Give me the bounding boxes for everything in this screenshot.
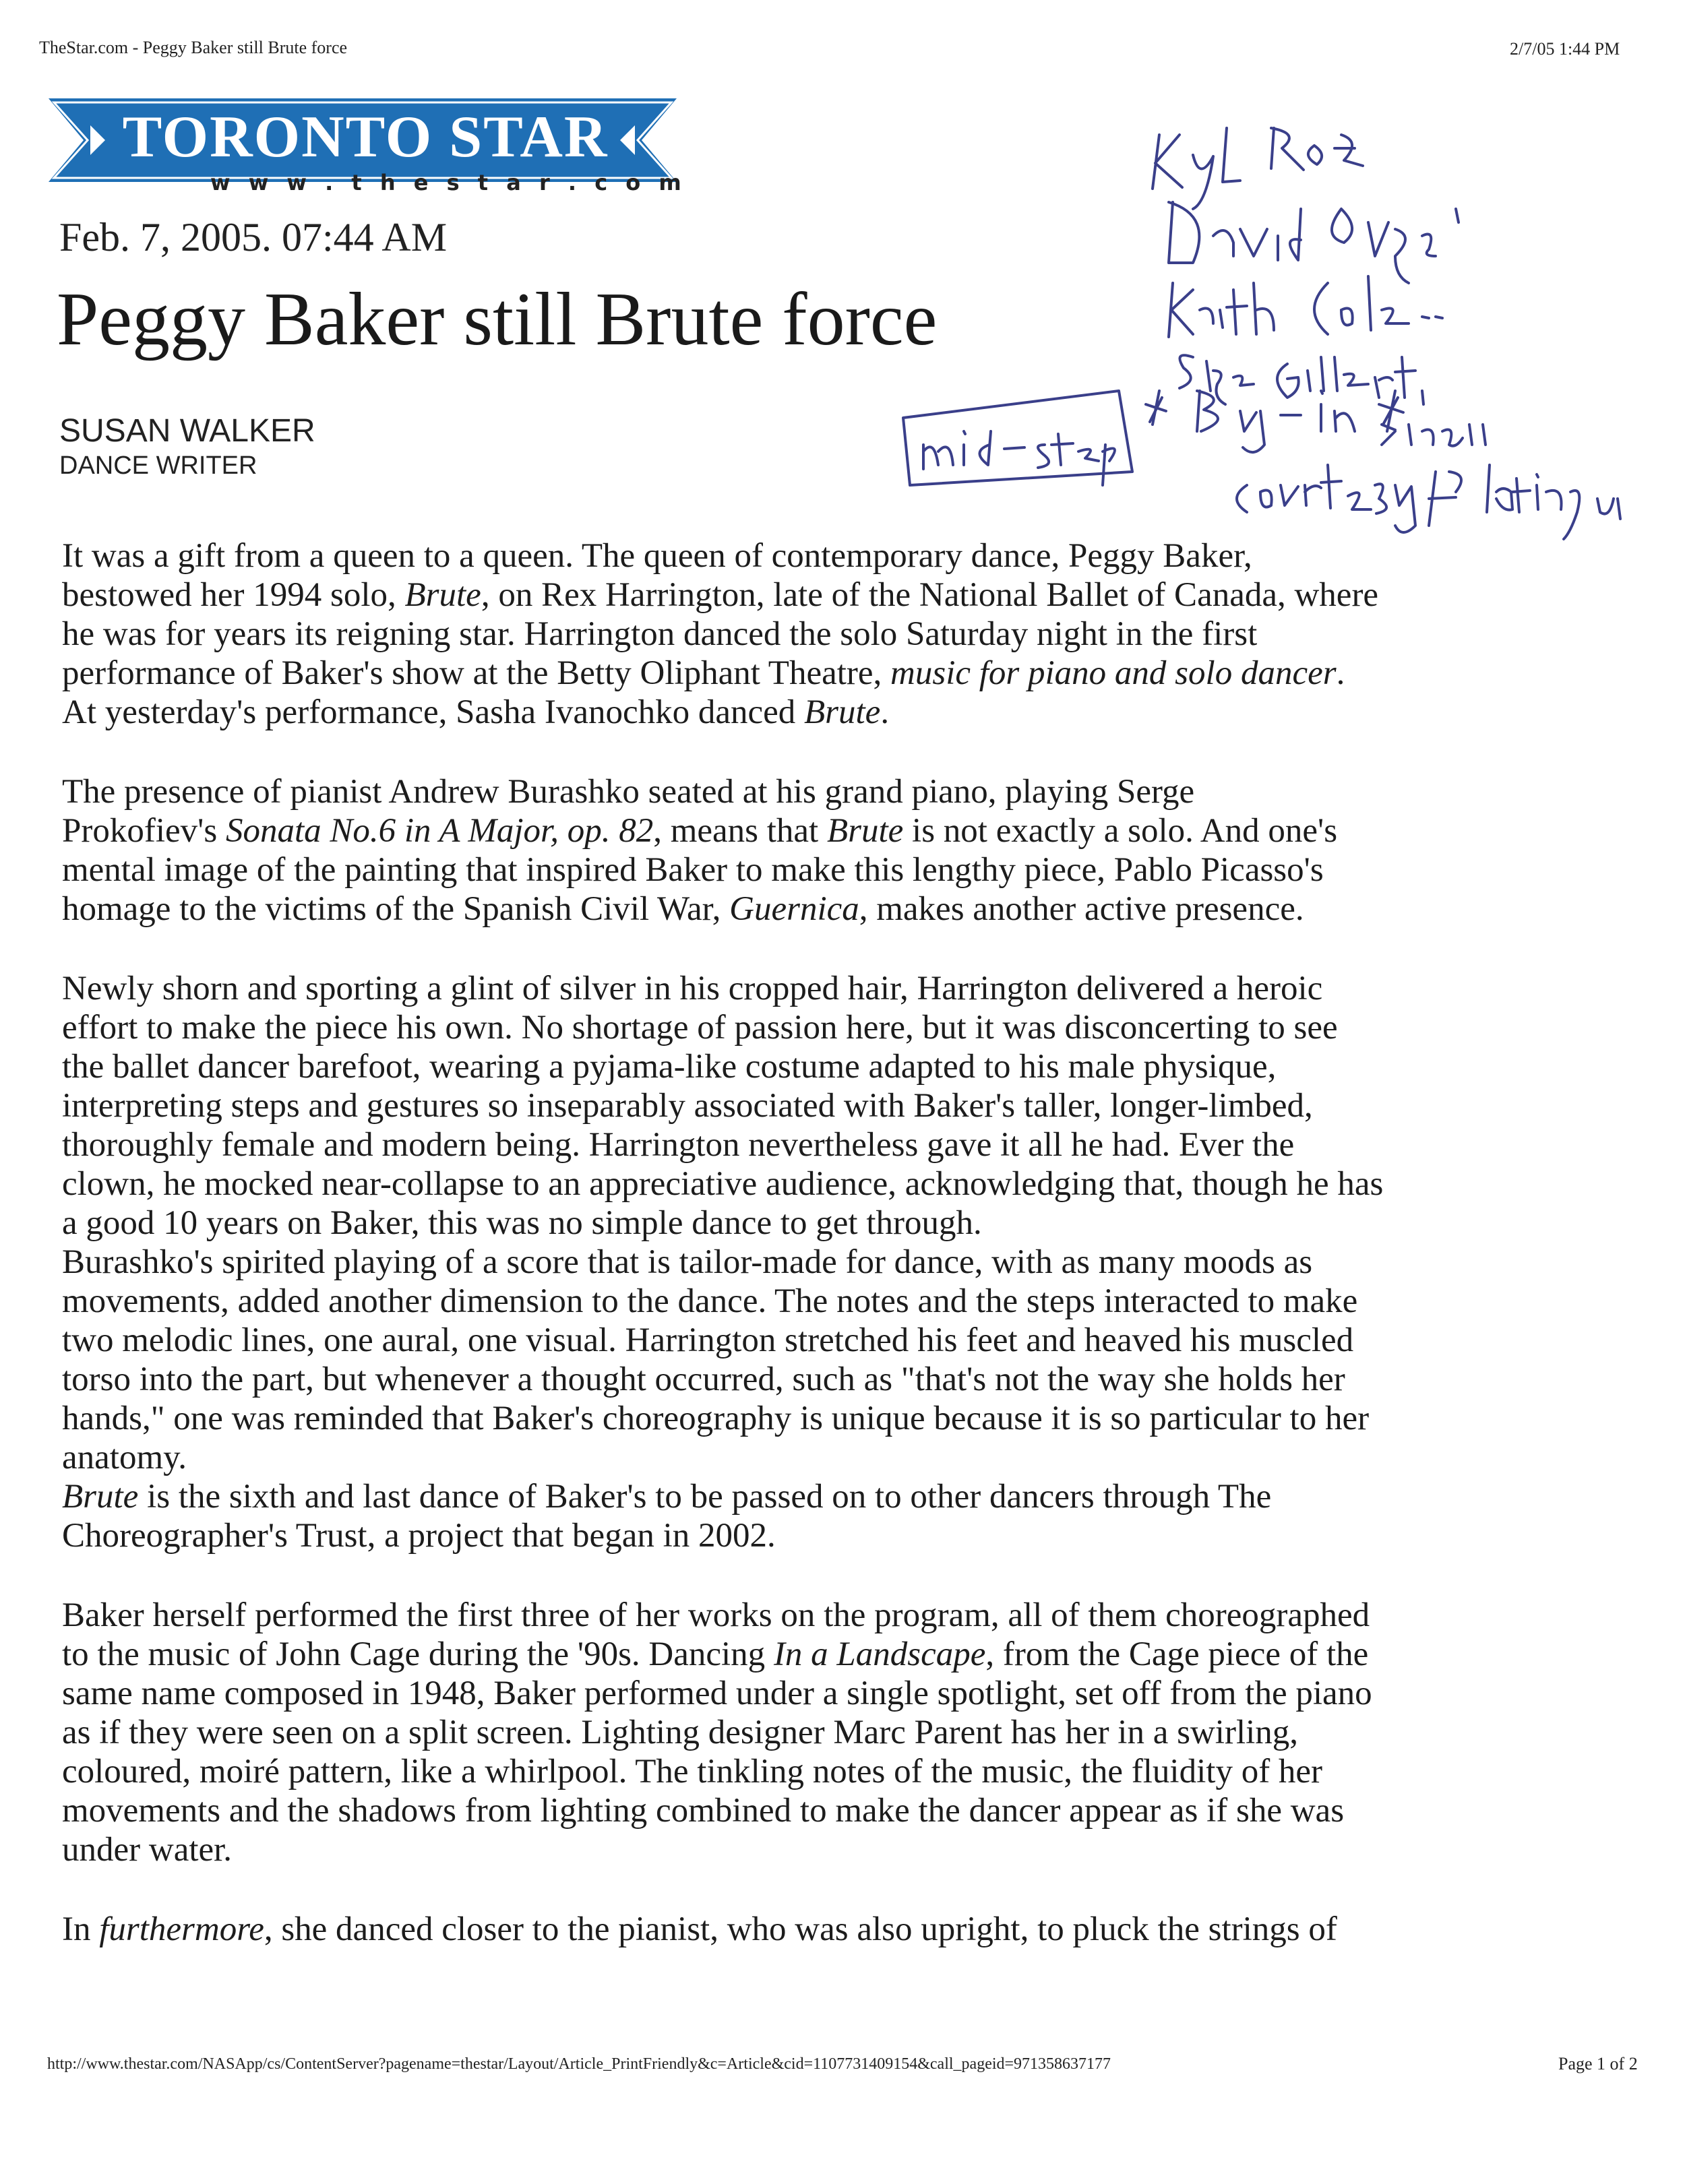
italic-title-text: Brute xyxy=(404,576,481,614)
article-line xyxy=(62,654,1632,693)
body-text: same name composed in 1948, Baker performed under a single spotlight, set off from the piano xyxy=(62,1675,1372,1712)
article-line xyxy=(62,615,1632,654)
article-line xyxy=(62,1125,1632,1164)
article-line xyxy=(62,1674,1632,1713)
italic-title-text: Sonata No.6 in A Major, op. 82 xyxy=(225,812,654,850)
article-line xyxy=(62,1282,1632,1321)
body-text: Baker herself performed the first three of her works on the program, all of them choreographed xyxy=(62,1596,1370,1634)
italic-title-text: music for piano and solo dancer xyxy=(890,654,1337,692)
article-line xyxy=(62,1164,1632,1204)
body-text: , she danced closer to the pianist, who was also upright, to pluck the strings of xyxy=(264,1910,1337,1948)
body-text: clown, he mocked near-collapse to an appreciative audience, acknowledging that, though he has xyxy=(62,1165,1384,1203)
article-line xyxy=(62,890,1632,929)
article-body xyxy=(62,536,1632,1949)
article-line xyxy=(62,1477,1632,1516)
print-datetime: 2/7/05 1:44 PM xyxy=(1510,39,1620,59)
article-line xyxy=(62,1516,1632,1555)
handwritten-annotations xyxy=(896,108,1624,553)
body-text: he was for years its reigning star. Harrington danced the solo Saturday night in the first xyxy=(62,615,1258,653)
article-line xyxy=(62,1086,1632,1125)
body-text: Burashko's spirited playing of a score that is tailor-made for dance, with as many moods as xyxy=(62,1243,1313,1281)
body-text: the ballet dancer barefoot, wearing a pyjama-like costume adapted to his male physique, xyxy=(62,1048,1277,1086)
body-text: torso into the part, but whenever a thought occurred, such as "that's not the way she holds her xyxy=(62,1361,1345,1398)
footer-page-number: Page 1 of 2 xyxy=(1558,2054,1638,2073)
body-text: , makes another active presence. xyxy=(859,890,1304,928)
masthead-name: TORONTO STAR xyxy=(122,104,609,170)
body-text: , means that xyxy=(653,812,827,850)
body-text: The presence of pianist Andrew Burashko seated at his grand piano, playing Serge xyxy=(62,773,1195,811)
article-line xyxy=(62,772,1632,811)
author-title: DANCE WRITER xyxy=(59,451,257,480)
body-text: movements and the shadows from lighting combined to make the dancer appear as if she was xyxy=(62,1792,1345,1830)
body-text: Choreographer's Trust, a project that began in 2002. xyxy=(62,1517,776,1555)
article-line xyxy=(62,575,1632,615)
paragraph-gap xyxy=(62,1869,1632,1910)
body-text: , on Rex Harrington, late of the National Ballet of Canada, where xyxy=(481,576,1379,614)
article-line xyxy=(62,1830,1632,1869)
body-text: hands," one was reminded that Baker's choreography is unique because it is so particular to her xyxy=(62,1400,1370,1437)
paragraph-gap xyxy=(62,732,1632,772)
italic-title-text: Brute xyxy=(826,812,904,850)
handwriting-mid-step-box xyxy=(903,391,1132,485)
article-line xyxy=(62,1204,1632,1243)
handwriting-courtesy xyxy=(1237,425,1620,539)
article-line xyxy=(62,1399,1632,1438)
article-line xyxy=(62,693,1632,732)
body-text: homage to the victims of the Spanish Civil War, xyxy=(62,890,730,928)
article-line xyxy=(62,1321,1632,1360)
body-text: . xyxy=(880,693,890,731)
handwriting-buy-in xyxy=(1146,391,1403,452)
body-text: coloured, moiré pattern, like a whirlpool. The tinkling notes of the music, the fluidity of her xyxy=(62,1753,1323,1790)
article-line xyxy=(62,1752,1632,1791)
article-line xyxy=(62,969,1632,1008)
body-text: It was a gift from a queen to a queen. The queen of contemporary dance, Peggy Baker, xyxy=(62,537,1252,575)
footer-page-url[interactable]: http://www.thestar.com/NASApp/cs/ContentServer?pagename=thestar/Layout/Article_PrintFriendly&c=Article&cid=1107731409154&call_pageid=971358637177 xyxy=(47,2055,1111,2073)
body-text: thoroughly female and modern being. Harrington nevertheless gave it all he had. Ever the xyxy=(62,1126,1295,1164)
article-line xyxy=(62,1791,1632,1830)
handwriting-keith-cole xyxy=(1169,276,1442,337)
body-text: mental image of the painting that inspired Baker to make this lengthy piece, Pablo Picasso's xyxy=(62,851,1324,889)
body-text: bestowed her 1994 solo, xyxy=(62,576,405,614)
body-text: performance of Baker's show at the Betty Oliphant Theatre, xyxy=(62,654,891,692)
article-line xyxy=(62,1438,1632,1477)
handwriting-skye-gilbert xyxy=(1180,355,1423,404)
article-line xyxy=(62,850,1632,890)
article-line xyxy=(62,811,1632,850)
body-text: under water. xyxy=(62,1831,233,1869)
browser-page-title: TheStar.com - Peggy Baker still Brute force xyxy=(39,38,348,57)
body-text: movements, added another dimension to the dance. The notes and the steps interacted to make xyxy=(62,1282,1358,1320)
body-text: Newly shorn and sporting a glint of silver in his cropped hair, Harrington delivered a heroic xyxy=(62,970,1323,1007)
body-text: interpreting steps and gestures so inseparably associated with Baker's taller, longer-limbed, xyxy=(62,1087,1313,1125)
article-date: Feb. 7, 2005. 07:44 AM xyxy=(59,215,448,259)
article-line xyxy=(62,1008,1632,1047)
article-headline: Peggy Baker still Brute force xyxy=(57,278,938,361)
body-text: to the music of John Cage during the '90s. Dancing xyxy=(62,1635,774,1673)
body-text: . xyxy=(1336,654,1345,692)
masthead-url[interactable]: w w w . t h e s t a r . c o m xyxy=(210,170,687,195)
body-text: a good 10 years on Baker, this was no simple dance to get through. xyxy=(62,1204,982,1242)
italic-title-text: Brute xyxy=(804,693,881,731)
body-text: Prokofiev's xyxy=(62,812,226,850)
body-text: effort to make the piece his own. No shortage of passion here, but it was disconcerting to see xyxy=(62,1009,1338,1047)
italic-title-text: Guernica xyxy=(729,890,859,928)
article-line xyxy=(62,1910,1632,1949)
article-line xyxy=(62,1713,1632,1752)
body-text: , from the Cage piece of the xyxy=(985,1635,1369,1673)
body-text: anatomy. xyxy=(62,1439,187,1476)
italic-title-text: furthermore xyxy=(99,1910,264,1948)
article-line xyxy=(62,1596,1632,1635)
italic-title-text: Brute xyxy=(62,1478,139,1516)
article-line xyxy=(62,1047,1632,1086)
author-name: SUSAN WALKER xyxy=(59,413,315,449)
body-text: In xyxy=(62,1910,100,1948)
body-text: At yesterday's performance, Sasha Ivanochko danced xyxy=(62,693,805,731)
body-text: as if they were seen on a split screen. Lighting designer Marc Parent has her in a swirling, xyxy=(62,1714,1299,1751)
handwriting-david-onge xyxy=(1169,202,1459,283)
body-text: two melodic lines, one aural, one visual. Harrington stretched his feet and heaved his muscled xyxy=(62,1321,1354,1359)
paragraph-gap xyxy=(62,1555,1632,1596)
body-text: is not exactly a solo. And one's xyxy=(903,812,1338,850)
article-line xyxy=(62,1360,1632,1399)
article-line xyxy=(62,1243,1632,1282)
article-line xyxy=(62,1635,1632,1674)
paragraph-gap xyxy=(62,929,1632,969)
handwriting-kyle-rae xyxy=(1153,128,1363,209)
italic-title-text: In a Landscape xyxy=(773,1635,986,1673)
body-text: is the sixth and last dance of Baker's to be passed on to other dancers through The xyxy=(138,1478,1272,1516)
